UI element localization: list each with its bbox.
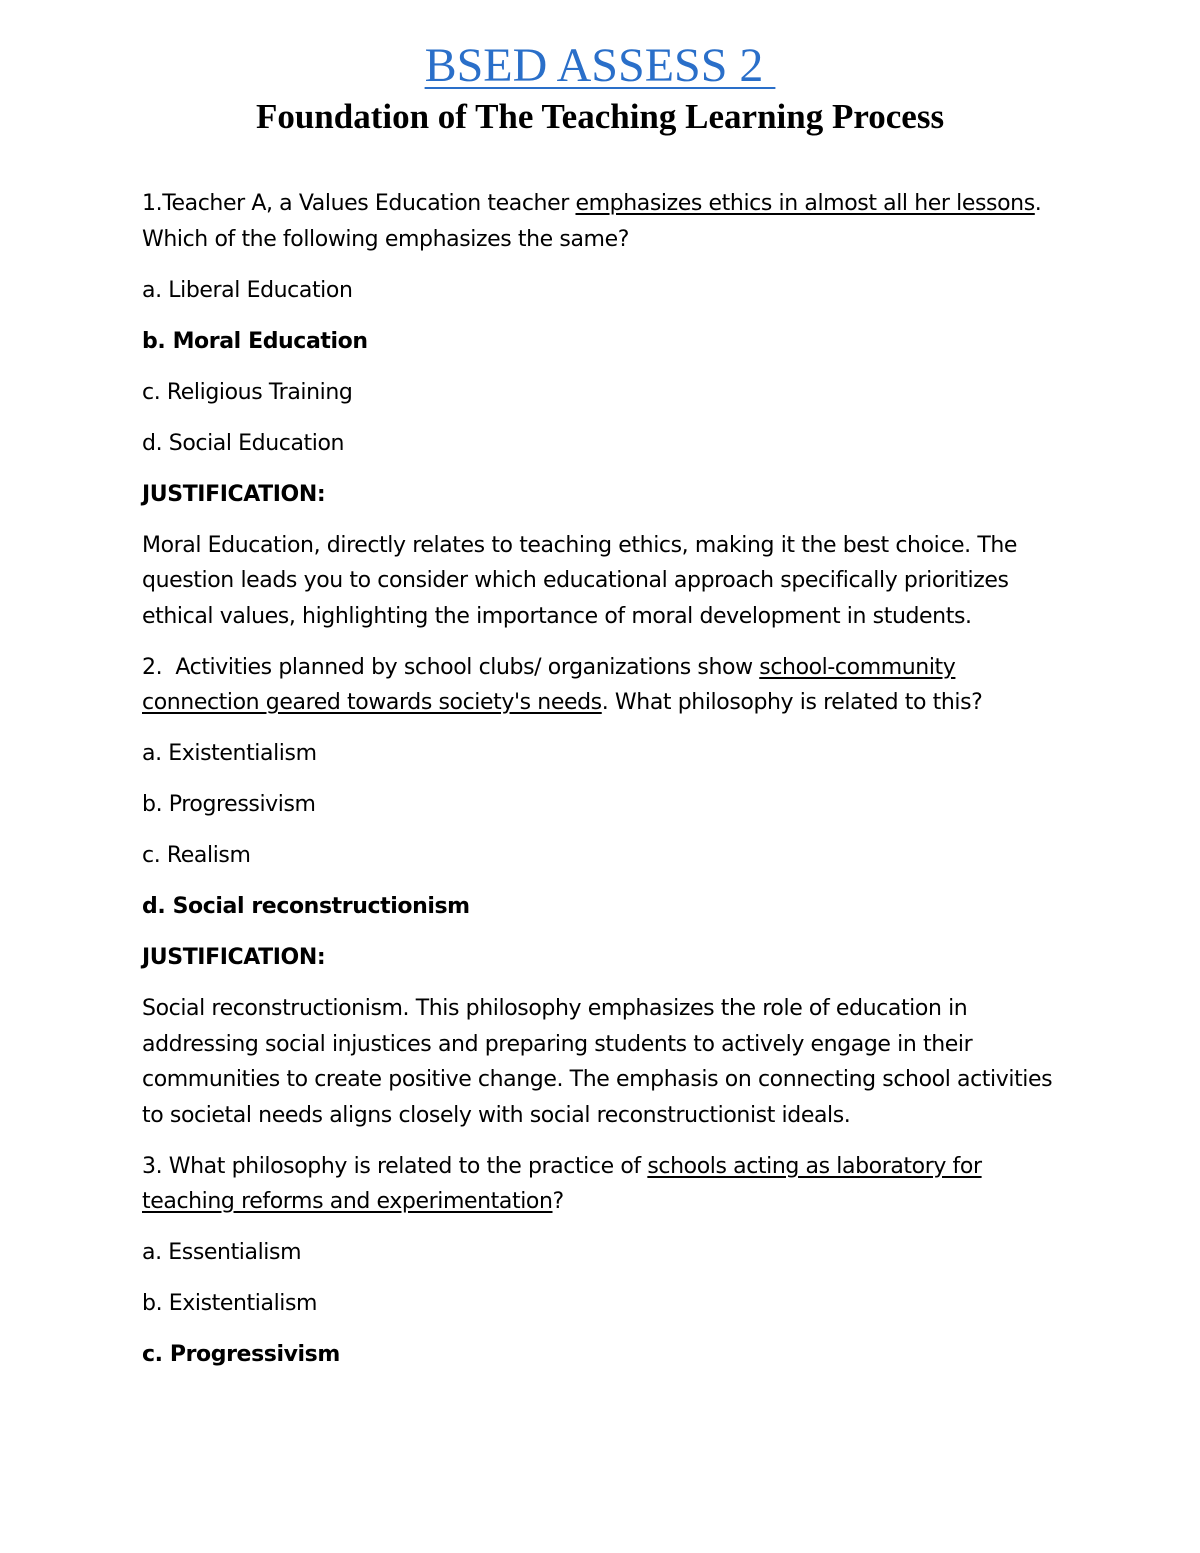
question-1-option-b-correct: b. Moral Education: [142, 328, 368, 354]
question-stem-text: . What philosophy is related to this?: [601, 690, 983, 715]
question-2-stem: [142, 650, 1062, 721]
question-1-stem: [142, 186, 1062, 257]
question-stem-emphasis: emphasizes ethics in almost all her lessons: [575, 191, 1035, 216]
question-stem-text: . Which of the following emphasizes the same?: [142, 191, 1042, 252]
question-1-option-d: d. Social Education: [142, 430, 345, 456]
question-1-justification-text: Moral Education, directly relates to teaching ethics, making it the best choice. The question leads you to consider which educational approach specifically prioritizes ethical values, highlighting the importance of moral development in students.: [142, 532, 1018, 629]
document-subtitle: Foundation of The Teaching Learning Process: [255, 97, 945, 136]
question-stem-text: ?: [552, 1189, 564, 1214]
document-title: BSED ASSESS 2: [424, 39, 776, 92]
question-2-option-b: b. Progressivism: [142, 792, 316, 817]
document-body: [142, 186, 1062, 1388]
question-1-justification-label: JUSTIFICATION:: [142, 481, 326, 507]
question-3-option-c-correct: c. Progressivism: [142, 1342, 340, 1367]
question-stem-emphasis: schools acting as laboratory for teaching reforms and experimentation: [142, 1153, 982, 1214]
question-stem-text: 3. What philosophy is related to the practice of: [142, 1153, 648, 1179]
question-2-justification-text: Social reconstructionism. This philosophy emphasizes the role of education in addressing social injustices and preparing students to actively engage in their communities to create positive change. The emphasis on connecting school activities to societal needs aligns closely with social reconstructionist ideals.: [142, 996, 1053, 1128]
question-stem-emphasis: school-community connection geared towards society's needs: [142, 654, 956, 715]
question-stem-text: 1.Teacher A, a Values Education teacher: [142, 191, 576, 216]
question-1-option-a: a. Liberal Education: [142, 277, 353, 303]
question-3-option-b: b. Existentialism: [142, 1291, 318, 1316]
question-1-option-c: c. Religious Training: [142, 379, 353, 405]
question-2-justification-label: JUSTIFICATION:: [142, 945, 326, 970]
question-2-option-d-correct: d. Social reconstructionism: [142, 894, 470, 919]
question-3-option-a: a. Essentialism: [142, 1240, 302, 1265]
question-2-option-c: c. Realism: [142, 843, 251, 868]
question-2-option-a: a. Existentialism: [142, 741, 317, 766]
question-3-stem: [142, 1149, 1062, 1220]
question-stem-text: 2. Activities planned by school clubs/ organizations show: [142, 654, 760, 680]
